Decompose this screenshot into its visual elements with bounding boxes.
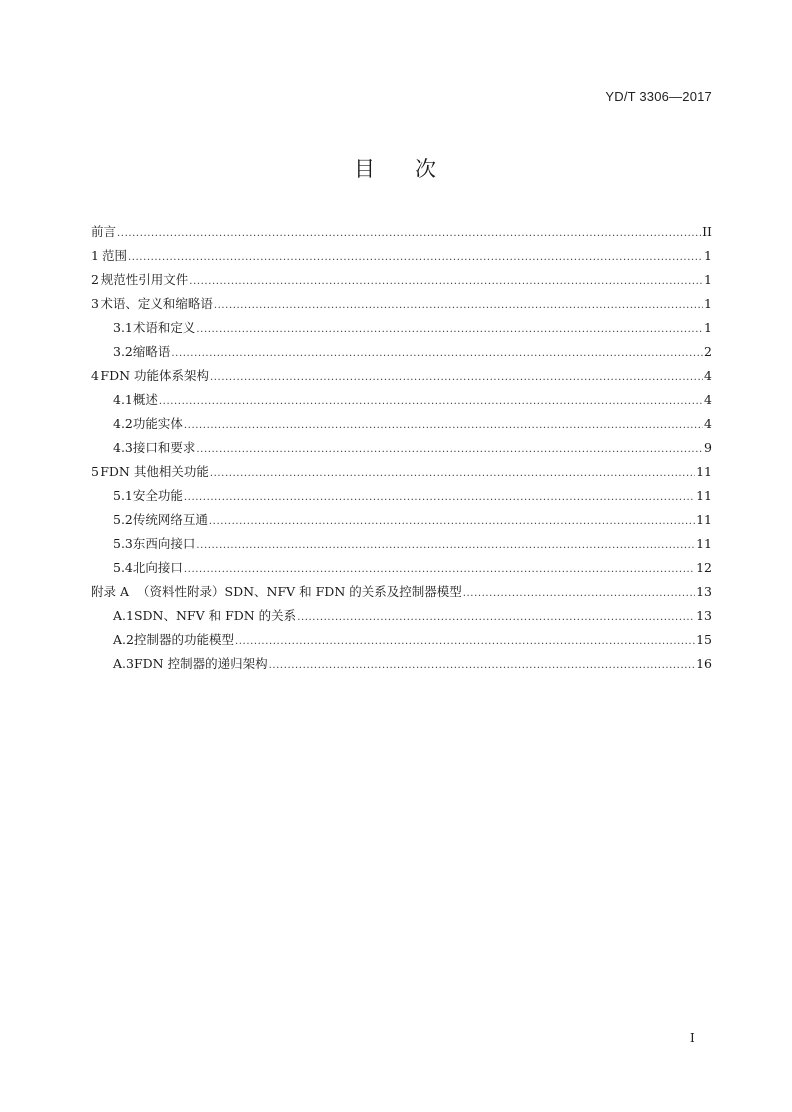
toc-dot-leader: [128, 252, 703, 263]
toc-entry-label: 功能实体: [132, 416, 183, 431]
toc-dot-leader: [463, 588, 695, 599]
toc-entry-number: 附录 A: [91, 584, 130, 599]
toc-entry-number: 5.4: [113, 560, 133, 575]
title-part-2: 次: [415, 157, 438, 181]
toc-entry-label: 接口和要求: [132, 440, 196, 455]
toc-dot-leader: [196, 324, 703, 335]
toc-entry-label: 北向接口: [132, 560, 183, 575]
toc-entry-number: 1: [91, 248, 99, 263]
toc-entry-page: II: [702, 224, 712, 239]
toc-entry-page: 12: [696, 560, 712, 575]
toc-entry-page: 15: [696, 632, 712, 647]
toc-dot-leader: [210, 372, 703, 383]
document-code: YD/T 3306—2017: [605, 89, 712, 104]
toc-entry-label: FDN 功能体系架构: [100, 368, 209, 383]
toc-entry-label: 术语、定义和缩略语: [100, 296, 213, 311]
toc-entry-label: 控制器的功能模型: [133, 632, 234, 647]
toc-entry[interactable]: [91, 630, 712, 654]
toc-entry[interactable]: [91, 414, 712, 438]
toc-entry-page: 13: [696, 584, 712, 599]
toc-dot-leader: [184, 420, 703, 431]
toc-entry-label: 前言: [91, 224, 117, 239]
toc-entry[interactable]: [91, 606, 712, 630]
page-title: [0, 153, 792, 183]
toc-entry[interactable]: [91, 390, 712, 414]
toc-entry-page: 9: [704, 440, 712, 455]
toc-entry[interactable]: [91, 462, 712, 486]
toc-entry-label: FDN 其他相关功能: [100, 464, 209, 479]
toc-entry-page: 1: [704, 296, 712, 311]
toc-entry-page: 11: [696, 536, 712, 551]
toc-entry-page: 11: [696, 464, 712, 479]
toc-dot-leader: [210, 468, 695, 479]
toc-entry-label: 缩略语: [132, 344, 171, 359]
toc-entry-page: 4: [704, 416, 712, 431]
toc-entry-page: 4: [704, 392, 712, 407]
toc-entry-number: 4.3: [113, 440, 133, 455]
toc-entry-number: 5: [91, 464, 99, 479]
page-number: I: [690, 1031, 695, 1045]
toc-dot-leader: [184, 492, 695, 503]
toc-dot-leader: [209, 516, 695, 527]
toc-entry-page: 16: [696, 656, 712, 671]
toc-entry-number: 3: [91, 296, 99, 311]
toc-entry[interactable]: [91, 246, 712, 270]
toc-entry-label: 概述: [132, 392, 158, 407]
toc-entry[interactable]: [91, 438, 712, 462]
toc-entry-page: 4: [704, 368, 712, 383]
toc-entry-number: 5.2: [113, 512, 133, 527]
toc-dot-leader: [171, 348, 703, 359]
table-of-contents: [91, 222, 712, 678]
toc-entry[interactable]: [91, 318, 712, 342]
toc-entry[interactable]: [91, 222, 712, 246]
title-part-1: 目: [354, 157, 377, 181]
toc-dot-leader: [159, 396, 703, 407]
toc-entry-label: 术语和定义: [132, 320, 196, 335]
toc-entry-page: 1: [704, 248, 712, 263]
toc-entry[interactable]: [91, 558, 712, 582]
toc-entry-page: 1: [704, 272, 712, 287]
toc-entry-label: 范围: [101, 248, 127, 263]
toc-entry-number: A.3: [113, 656, 134, 671]
toc-entry-label: 传统网络互通: [132, 512, 208, 527]
toc-entry-label: 东西向接口: [132, 536, 196, 551]
toc-dot-leader: [214, 300, 703, 311]
toc-entry-number: 4: [91, 368, 99, 383]
toc-entry-number: 5.3: [113, 536, 133, 551]
toc-dot-leader: [184, 564, 695, 575]
toc-entry-number: 3.1: [113, 320, 133, 335]
toc-entry[interactable]: [91, 366, 712, 390]
toc-entry-number: 4.2: [113, 416, 133, 431]
toc-dot-leader: [235, 636, 695, 647]
toc-entry-page: 13: [696, 608, 712, 623]
toc-dot-leader: [117, 228, 701, 239]
toc-entry[interactable]: [91, 486, 712, 510]
toc-entry-label: （资料性附录）SDN、NFV 和 FDN 的关系及控制器模型: [137, 584, 462, 599]
toc-entry-page: 1: [704, 320, 712, 335]
toc-entry[interactable]: [91, 510, 712, 534]
toc-entry[interactable]: [91, 342, 712, 366]
toc-entry[interactable]: [91, 270, 712, 294]
toc-entry-number: 3.2: [113, 344, 133, 359]
toc-entry-page: 11: [696, 512, 712, 527]
toc-entry-label: SDN、NFV 和 FDN 的关系: [133, 608, 297, 623]
toc-dot-leader: [269, 660, 696, 671]
toc-entry-number: 2: [91, 272, 99, 287]
toc-dot-leader: [196, 540, 695, 551]
toc-entry-number: 5.1: [113, 488, 133, 503]
toc-dot-leader: [297, 612, 695, 623]
toc-entry-label: 规范性引用文件: [100, 272, 189, 287]
toc-entry-page: 2: [704, 344, 712, 359]
toc-entry-number: 4.1: [113, 392, 133, 407]
toc-entry[interactable]: [91, 534, 712, 558]
toc-entry[interactable]: [91, 294, 712, 318]
toc-entry[interactable]: [91, 654, 712, 678]
toc-entry-number: A.2: [113, 632, 134, 647]
toc-entry-page: 11: [696, 488, 712, 503]
toc-dot-leader: [196, 444, 703, 455]
toc-entry[interactable]: [91, 582, 712, 606]
toc-entry-label: FDN 控制器的递归架构: [133, 656, 268, 671]
toc-dot-leader: [189, 276, 703, 287]
toc-entry-number: A.1: [113, 608, 134, 623]
toc-entry-label: 安全功能: [132, 488, 183, 503]
